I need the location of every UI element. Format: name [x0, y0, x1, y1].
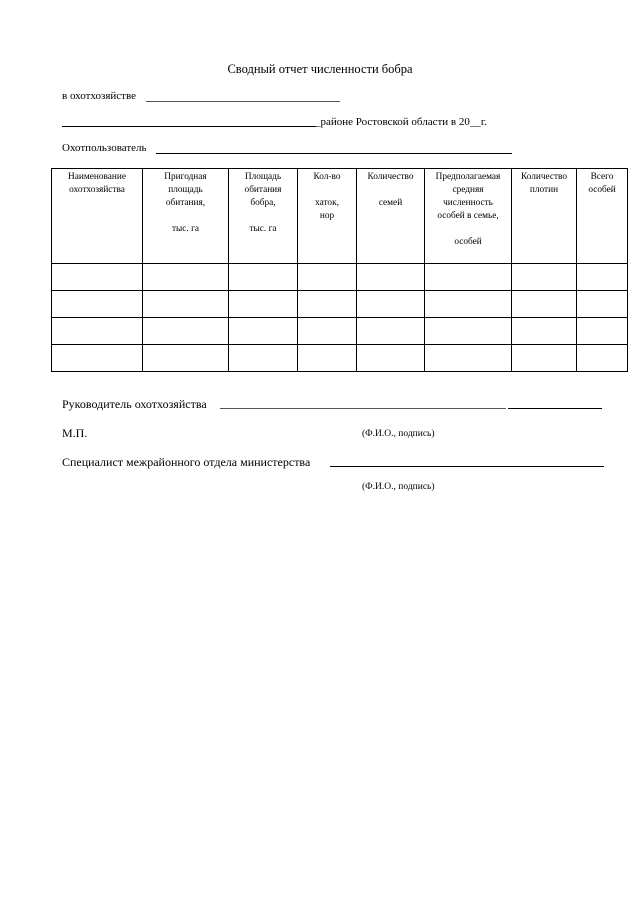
table-row [52, 345, 628, 372]
specialist-caption: (Ф.И.О., подпись) [362, 482, 435, 492]
table-cell[interactable] [298, 318, 357, 345]
header-beaver-habitat-area: Площадь обитания бобра, тыс. га [229, 169, 298, 264]
table-cell[interactable] [143, 264, 229, 291]
table-cell[interactable] [577, 291, 628, 318]
table-cell[interactable] [143, 345, 229, 372]
hunting-farm-label: в охотхозяйстве [62, 90, 136, 102]
table-cell[interactable] [512, 264, 577, 291]
header-suitable-area: Пригодная площадь обитания, тыс. га [143, 169, 229, 264]
table-cell[interactable] [357, 345, 425, 372]
stamp-label: М.П. [62, 426, 88, 440]
table-cell[interactable] [143, 318, 229, 345]
specialist-signature-field[interactable] [330, 454, 604, 467]
table-header-row [52, 169, 628, 264]
name-signature-caption: (Ф.И.О., подпись) [362, 429, 435, 439]
table-cell[interactable] [512, 318, 577, 345]
header-hunting-farm-name: Наименование охотхозяйства [52, 169, 143, 264]
table-cell[interactable] [229, 318, 298, 345]
district-suffix-label: _районе Ростовской области в 20__г. [315, 116, 487, 128]
header-total-individuals: Всего особей [577, 169, 628, 264]
head-of-farm-label: Руководитель охотхозяйства [62, 397, 207, 411]
table-cell[interactable] [425, 345, 512, 372]
table-row [52, 264, 628, 291]
table-cell[interactable] [512, 345, 577, 372]
head-name-field[interactable] [220, 396, 506, 409]
hunting-user-label: Охотпользователь [62, 142, 147, 154]
head-signature-field[interactable] [508, 396, 602, 409]
header-dams-count: Количество плотин [512, 169, 577, 264]
table-cell[interactable] [577, 345, 628, 372]
table-cell[interactable] [52, 318, 143, 345]
beaver-count-table [51, 168, 628, 372]
table-cell[interactable] [577, 264, 628, 291]
table-cell[interactable] [52, 264, 143, 291]
table-cell[interactable] [298, 291, 357, 318]
table-cell[interactable] [425, 318, 512, 345]
header-families-count: Количество семей [357, 169, 425, 264]
table-cell[interactable] [229, 345, 298, 372]
table-cell[interactable] [52, 345, 143, 372]
table-cell[interactable] [425, 291, 512, 318]
table-cell[interactable] [298, 264, 357, 291]
table-cell[interactable] [52, 291, 143, 318]
table-cell[interactable] [229, 291, 298, 318]
hunting-user-field[interactable] [156, 141, 512, 154]
table-row [52, 318, 628, 345]
table-cell[interactable] [143, 291, 229, 318]
table-cell[interactable] [357, 291, 425, 318]
table-cell[interactable] [512, 291, 577, 318]
header-lodges-burrows: Кол-во хаток, нор [298, 169, 357, 264]
specialist-label: Специалист межрайонного отдела министерства [62, 455, 311, 469]
table-row [52, 291, 628, 318]
table-cell[interactable] [357, 318, 425, 345]
table-cell[interactable] [357, 264, 425, 291]
table-cell[interactable] [298, 345, 357, 372]
table-cell[interactable] [229, 264, 298, 291]
document-title: Сводный отчет численности бобра [227, 62, 413, 76]
hunting-farm-field[interactable] [146, 89, 340, 102]
header-avg-family-size: Предполагаемая средняя численность особей в семье, особей [425, 169, 512, 264]
table-cell[interactable] [577, 318, 628, 345]
district-field[interactable] [62, 114, 316, 127]
table-cell[interactable] [425, 264, 512, 291]
